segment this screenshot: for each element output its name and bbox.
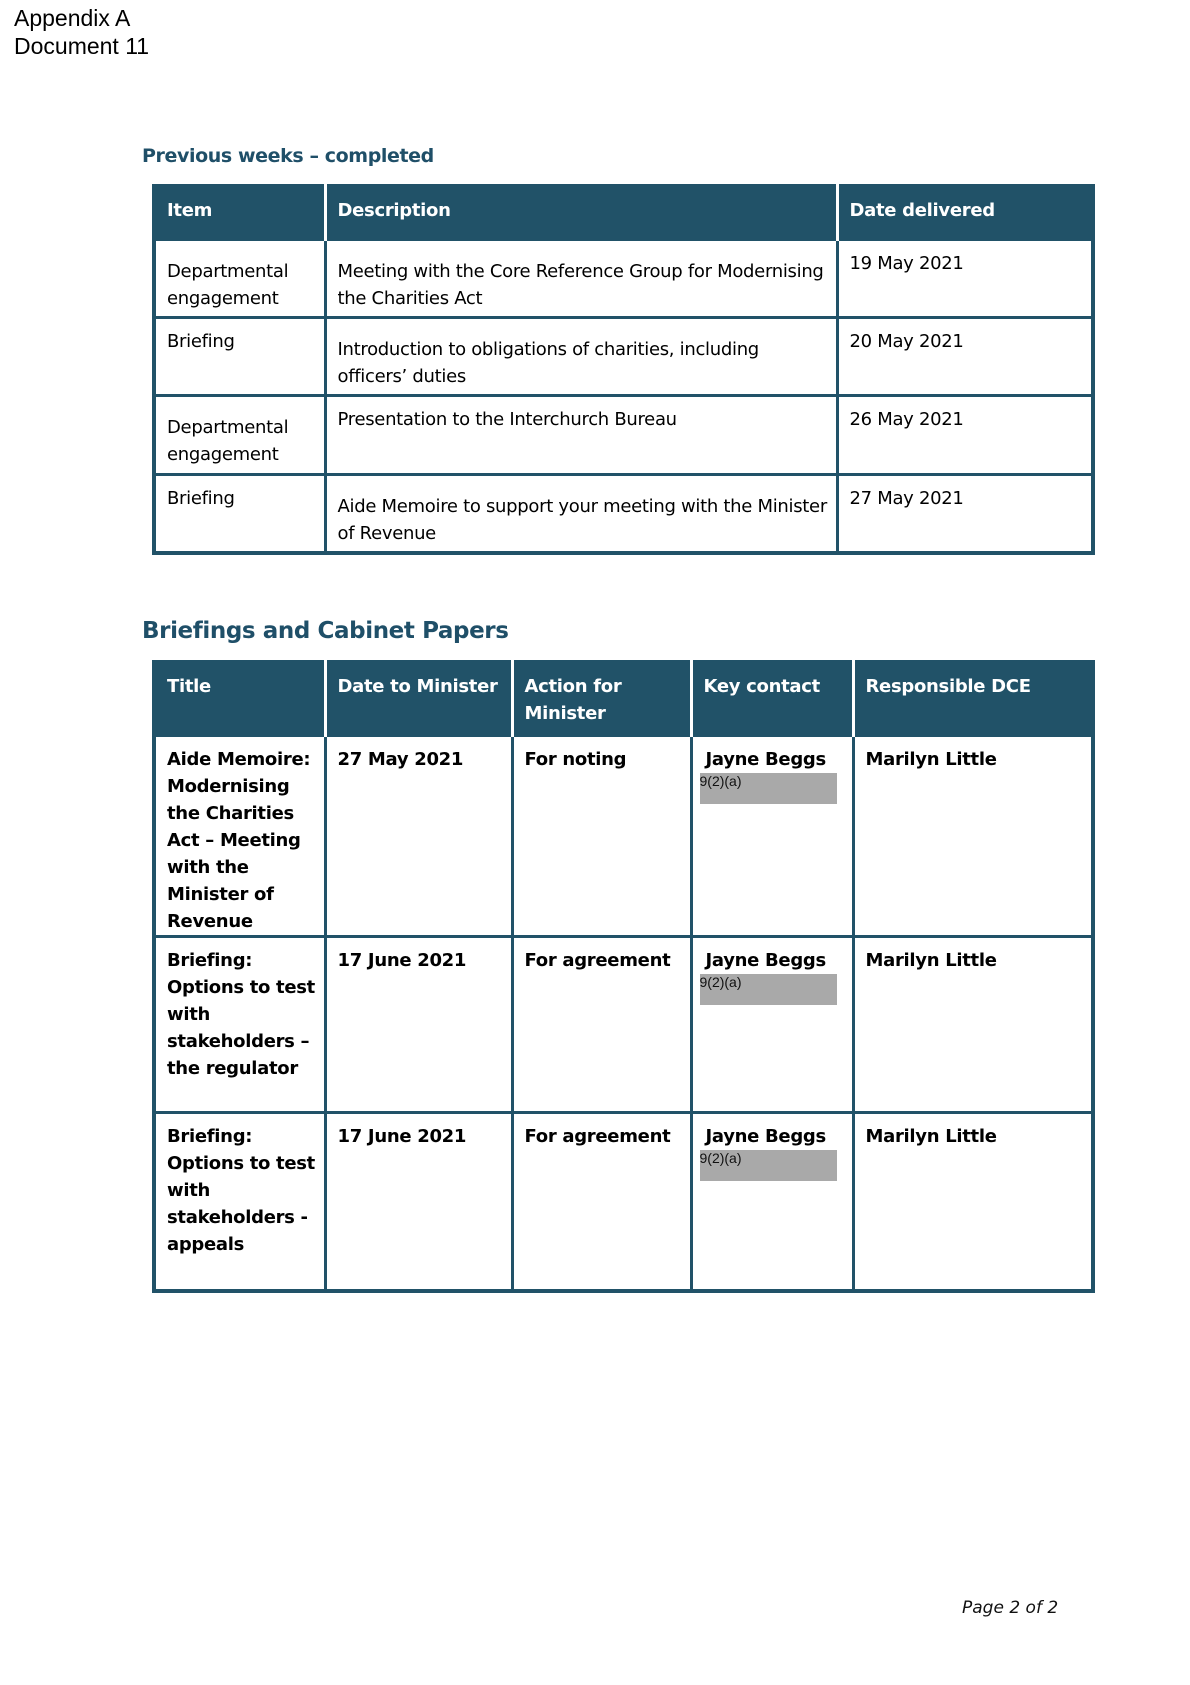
table-row: [154, 318, 1093, 396]
table-row: [154, 1113, 1093, 1291]
action-cell: For noting: [512, 736, 691, 937]
table-row: [154, 240, 1093, 318]
dce-cell: Marilyn Little: [853, 736, 1093, 937]
contact-name: Jayne Beggs: [705, 950, 826, 971]
redaction-box: 9(2)(a): [700, 1150, 837, 1181]
table-row: [154, 937, 1093, 1113]
description-cell: Presentation to the Interchurch Bureau: [325, 396, 837, 475]
date-cell: 27 May 2021: [325, 736, 512, 937]
table-header-row: [154, 184, 1093, 240]
briefings-heading: Briefings and Cabinet Papers: [142, 618, 509, 644]
previous-weeks-table: [152, 184, 1095, 555]
column-header-description: Description: [325, 184, 837, 240]
table-row: [154, 736, 1093, 937]
item-cell: Departmental engagement: [154, 396, 325, 475]
date-cell: 20 May 2021: [837, 318, 1093, 396]
column-header-date-to-minister: Date to Minister: [325, 660, 512, 736]
item-cell: Departmental engagement: [154, 240, 325, 318]
description-cell: Introduction to obligations of charities, including officers’ duties: [325, 318, 837, 396]
page-number: Page 2 of 2: [962, 1598, 1059, 1618]
previous-weeks-heading: Previous weeks – completed: [142, 145, 434, 167]
table-row: [154, 396, 1093, 475]
description-cell: Aide Memoire to support your meeting with the Minister of Revenue: [325, 475, 837, 553]
date-cell: 27 May 2021: [837, 475, 1093, 553]
column-header-item: Item: [154, 184, 325, 240]
contact-name: Jayne Beggs: [705, 1126, 826, 1147]
key-contact-cell: [691, 736, 853, 937]
description-cell: Meeting with the Core Reference Group for Modernising the Charities Act: [325, 240, 837, 318]
date-cell: 26 May 2021: [837, 396, 1093, 475]
dce-cell: Marilyn Little: [853, 1113, 1093, 1291]
title-cell: Briefing: Options to test with stakeholders – the regulator: [154, 937, 325, 1113]
action-cell: For agreement: [512, 937, 691, 1113]
briefings-table: [152, 660, 1095, 1293]
document-number: Document 11: [14, 33, 150, 59]
dce-cell: Marilyn Little: [853, 937, 1093, 1113]
title-cell: Aide Memoire: Modernising the Charities Act – Meeting with the Minister of Revenue: [154, 736, 325, 937]
key-contact-cell: [691, 937, 853, 1113]
table-row: [154, 475, 1093, 553]
column-header-responsible-dce: Responsible DCE: [853, 660, 1093, 736]
redaction-box: 9(2)(a): [700, 773, 837, 804]
action-cell: For agreement: [512, 1113, 691, 1291]
document-header: [14, 4, 149, 60]
key-contact-cell: [691, 1113, 853, 1291]
appendix-label: Appendix A: [14, 5, 131, 31]
date-cell: 19 May 2021: [837, 240, 1093, 318]
date-cell: 17 June 2021: [325, 1113, 512, 1291]
column-header-key-contact: Key contact: [691, 660, 853, 736]
redaction-box: 9(2)(a): [700, 974, 837, 1005]
item-cell: Briefing: [154, 475, 325, 553]
date-cell: 17 June 2021: [325, 937, 512, 1113]
item-cell: Briefing: [154, 318, 325, 396]
contact-name: Jayne Beggs: [705, 749, 826, 770]
column-header-title: Title: [154, 660, 325, 736]
column-header-action-for-minister: Action for Minister: [512, 660, 691, 736]
table-header-row: [154, 660, 1093, 736]
title-cell: Briefing: Options to test with stakeholders - appeals: [154, 1113, 325, 1291]
column-header-date-delivered: Date delivered: [837, 184, 1093, 240]
